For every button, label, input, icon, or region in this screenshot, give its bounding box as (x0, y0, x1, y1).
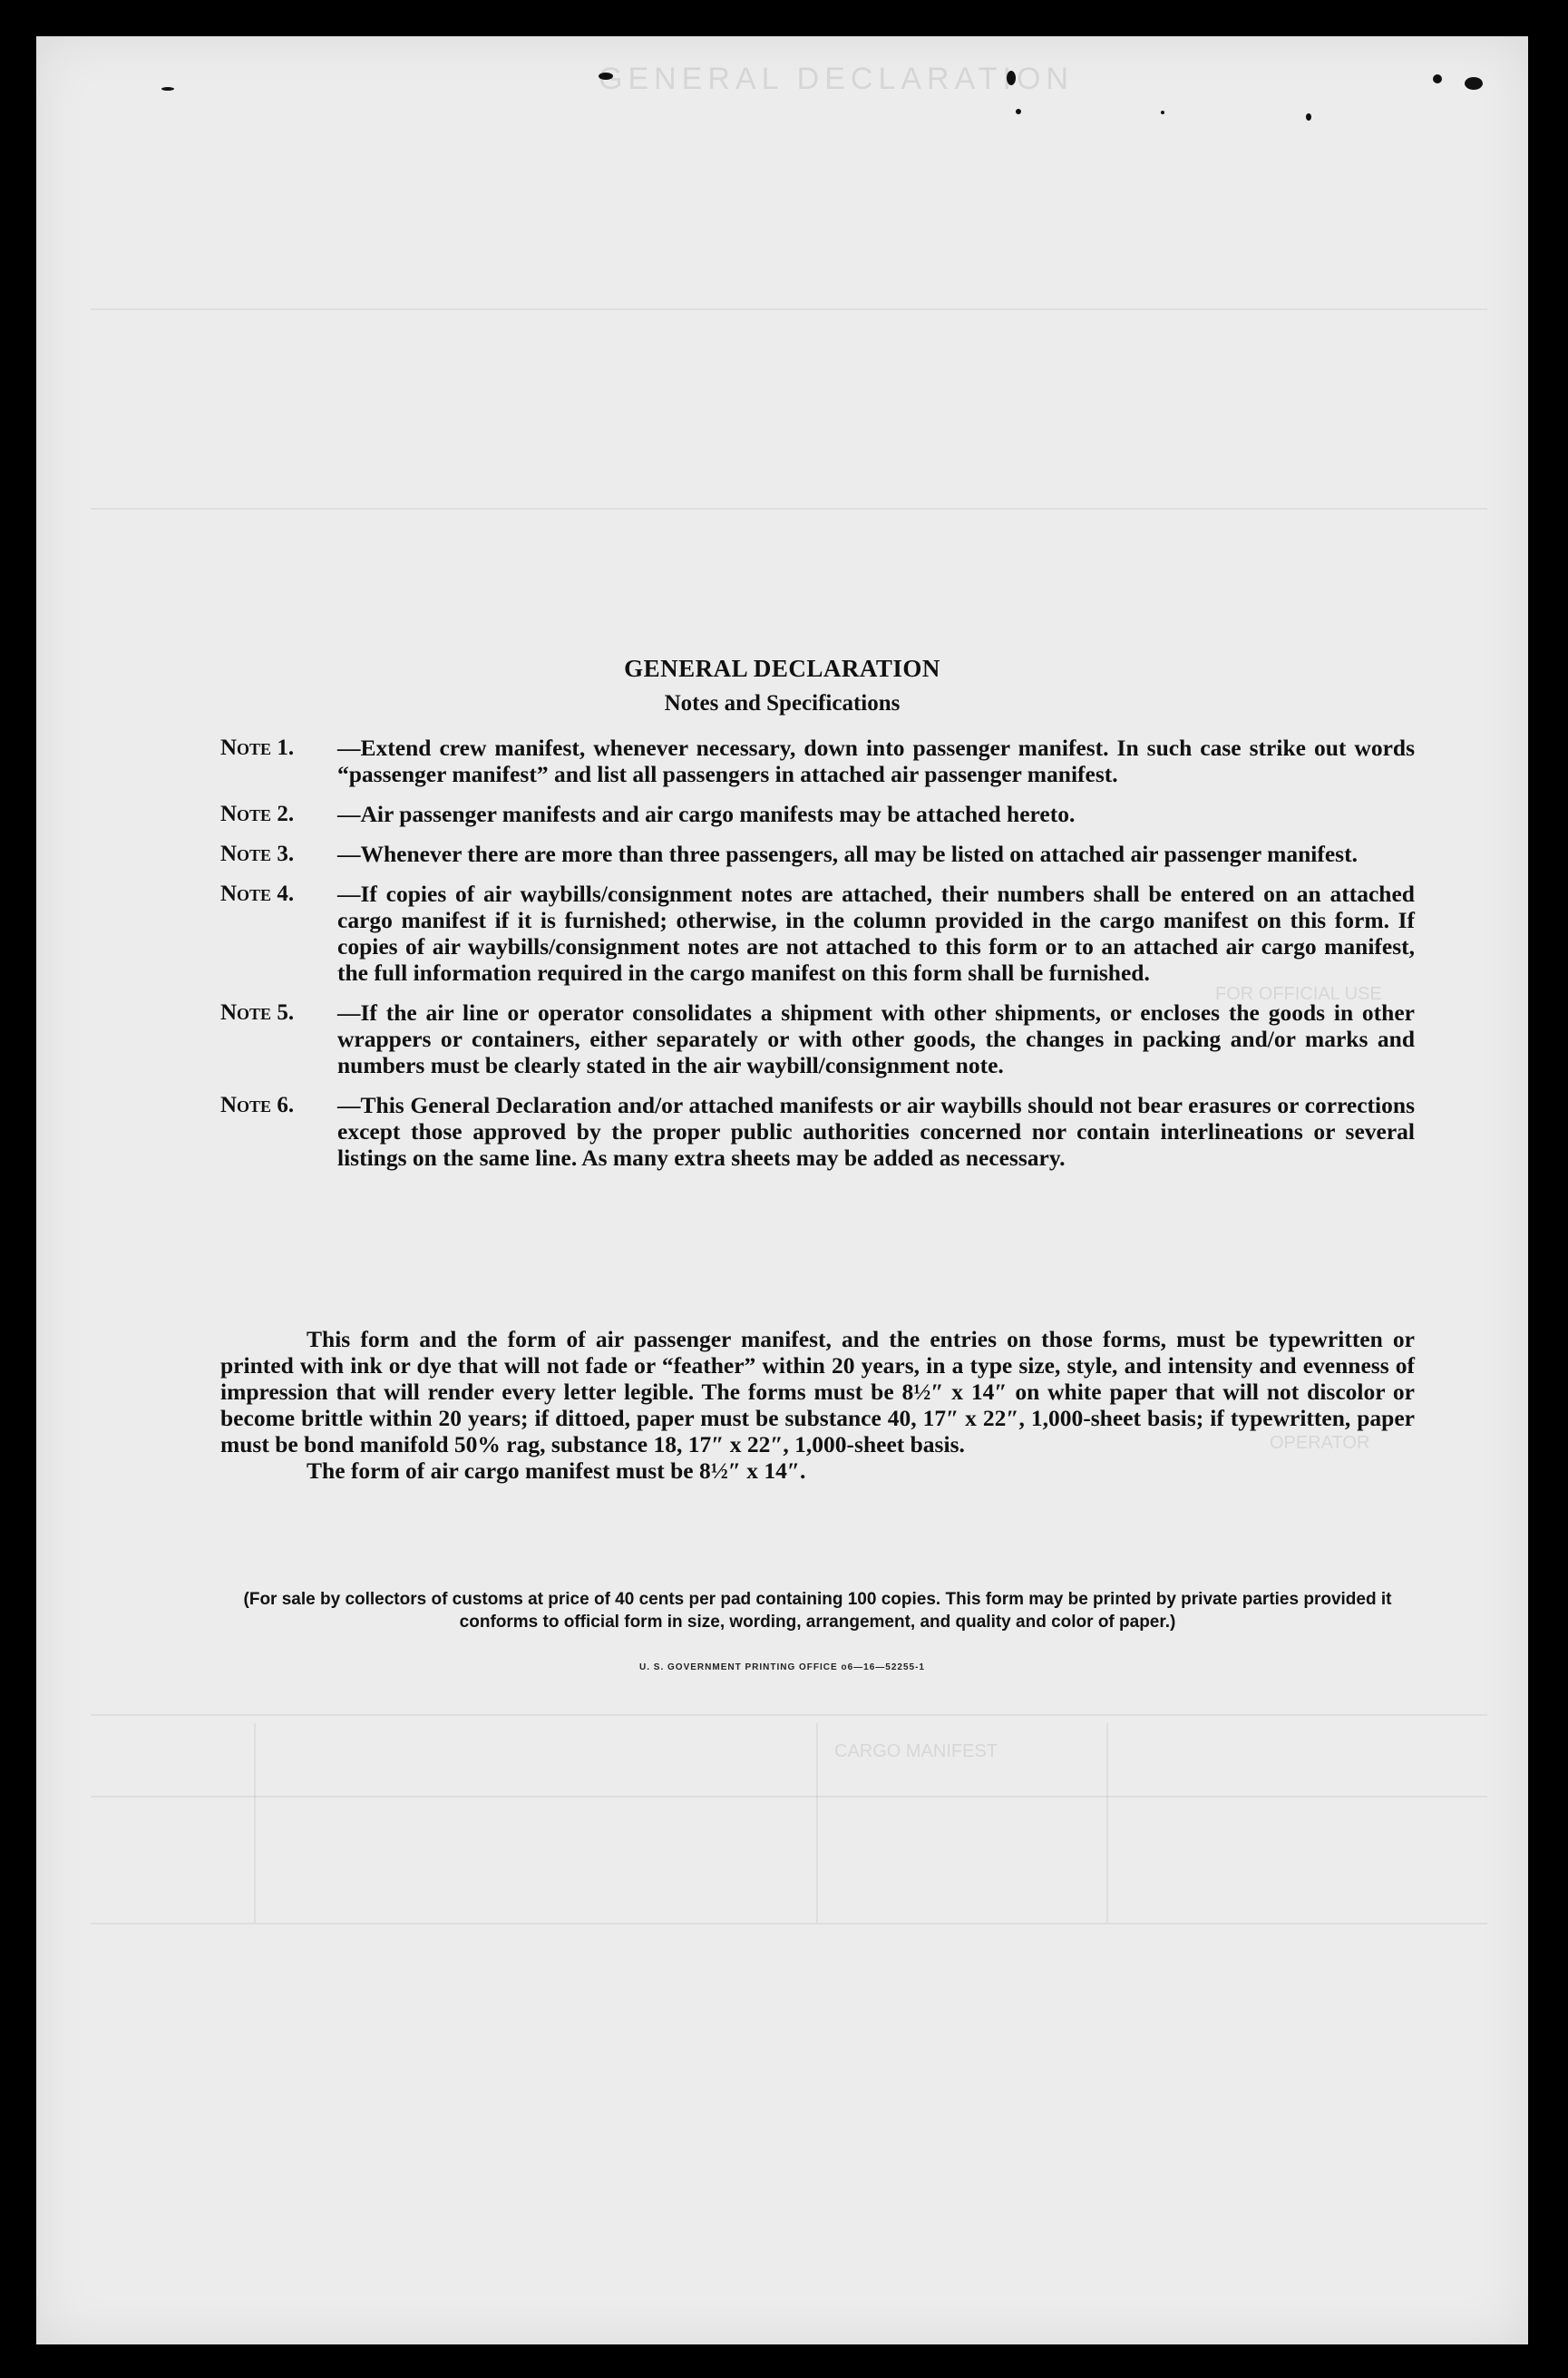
notes-list (220, 735, 1415, 1184)
sale-note: (For sale by collectors of customs at price of 40 cents per pad containing 100 copies. This form may be printed by private parties provided it conforms to official form in size, wording, arrangement, and quality and color of paper.) (243, 1590, 1392, 1632)
note-3 (220, 841, 1415, 867)
bleed-through-rule (91, 1714, 1487, 1716)
punch-mark (1433, 74, 1442, 83)
note-text: —If the air line or operator consolidates a shipment with other shipments, or encloses the goods in other wrappers or containers, either separately or with other goods, the changes in packing and/or marks and numbers must be clearly stated in the air waybill/consignment note. (337, 999, 1415, 1078)
punch-mark (1016, 109, 1021, 114)
note-5 (220, 999, 1415, 1078)
punch-mark (161, 87, 174, 91)
note-1 (220, 735, 1415, 787)
bleed-through-rule (91, 1923, 1487, 1925)
bleed-through-operator: OPERATOR (1270, 1433, 1370, 1453)
printer-imprint: U. S. GOVERNMENT PRINTING OFFICE o6—16—52255-1 (639, 1662, 925, 1672)
bleed-through-rule (254, 1723, 256, 1923)
cargo-manifest-size: The form of air cargo manifest must be 8½″ x 14″. (307, 1457, 806, 1484)
note-label: Note 2. (220, 802, 295, 826)
bleed-through-rule (91, 508, 1487, 510)
note-label: Note 1. (220, 736, 295, 760)
bleed-through-header: GENERAL DECLARATION (599, 62, 1074, 96)
note-text: —Extend crew manifest, whenever necessary, down into passenger manifest. In such case strike out words “passenger manifest” and list all passengers in attached air passenger manifest. (337, 735, 1415, 787)
note-6 (220, 1092, 1415, 1171)
document-page (36, 36, 1528, 2344)
note-2 (220, 801, 1415, 827)
punch-mark (1161, 111, 1164, 114)
note-label: Note 4. (220, 882, 295, 906)
note-label: Note 6. (220, 1093, 295, 1117)
punch-mark (1465, 77, 1483, 90)
note-label: Note 3. (220, 842, 295, 866)
page-title: GENERAL DECLARATION (624, 655, 940, 682)
punch-mark (1007, 71, 1016, 85)
page-subtitle: Notes and Specifications (664, 691, 901, 716)
note-text: —Whenever there are more than three passengers, all may be listed on attached air passenger manifest. (337, 841, 1358, 867)
note-text: —This General Declaration and/or attached manifests or air waybills should not bear erasures or corrections except those approved by the proper public authorities concerned nor contain interlineations or several listings on the same line. As many extra sheets may be added as necessary. (337, 1092, 1415, 1171)
punch-mark (599, 73, 613, 80)
specification-paragraph: This form and the form of air passenger manifest, and the entries on those forms, must be typewritten or printed with ink or dye that will not fade or “feather” within 20 years, in a type size, style, and intensity and evenness of impression that will render every letter legible. The forms must be 8½″ x 14″ on white paper that will not discolor or become brittle within 20 years; if dittoed, paper must be substance 40, 17″ x 22″, 1,000-sheet basis; if typewritten, paper must be bond manifold 50% rag, substance 18, 17″ x 22″, 1,000-sheet basis. (220, 1326, 1415, 1457)
bleed-through-rule (91, 1796, 1487, 1798)
punch-mark (1306, 113, 1311, 121)
note-4 (220, 881, 1415, 986)
bleed-through-official-use: FOR OFFICIAL USE (1215, 984, 1382, 1004)
bleed-through-rule (91, 308, 1487, 310)
bleed-through-rule (1106, 1723, 1108, 1923)
note-label: Note 5. (220, 1000, 295, 1025)
note-text: —Air passenger manifests and air cargo manifests may be attached hereto. (337, 801, 1076, 827)
bleed-through-rule (816, 1723, 818, 1923)
paper-specification (220, 1326, 1415, 1484)
note-text: —If copies of air waybills/consignment notes are attached, their numbers shall be entered on an attached cargo manifest if it is furnished; otherwise, in the column provided in the cargo manifest on this form. If copies of air waybills/consignment notes are not attached to this form or to an attached air cargo manifest, the full information required in the cargo manifest on this form shall be furnished. (337, 881, 1415, 986)
bleed-through-cargo-manifest: CARGO MANIFEST (834, 1741, 998, 1761)
